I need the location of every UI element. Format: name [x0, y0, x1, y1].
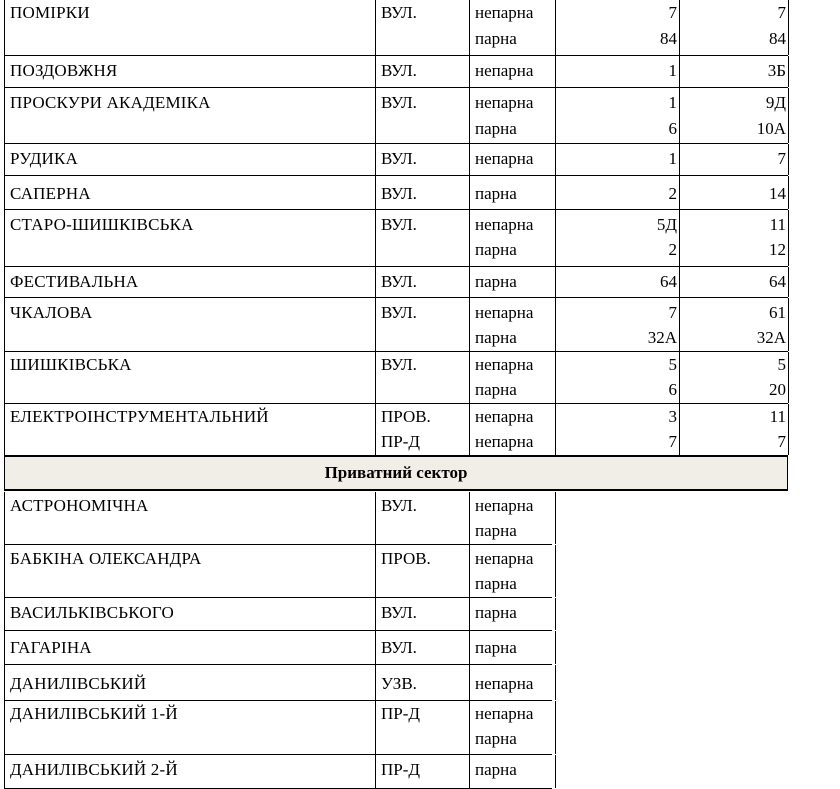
private-table-row	[4, 545, 552, 598]
table-row	[4, 404, 788, 457]
house-from-cell	[555, 210, 680, 266]
street-name-text: ПОМІРКИ	[10, 3, 90, 22]
parity-cell	[469, 267, 556, 297]
house-from-text: 84	[660, 29, 677, 48]
house-from-text: 7	[668, 432, 677, 451]
private-table-row	[4, 598, 552, 631]
street-type-text: ПРОВ.	[381, 549, 431, 568]
street-type-cell	[375, 298, 469, 351]
parity-text: парна	[475, 638, 517, 657]
house-from-text: 64	[660, 272, 677, 291]
street-type-text: УЗВ.	[381, 674, 417, 693]
table-row	[4, 56, 788, 88]
street-name-text: ДАНИЛІВСЬКИЙ	[10, 674, 147, 693]
street-name-cell	[4, 598, 375, 630]
table-row	[4, 210, 788, 267]
house-from-text: 2	[668, 184, 677, 203]
street-type-text: ВУЛ.	[381, 272, 417, 291]
house-from-text: 5	[668, 355, 677, 374]
parity-cell	[469, 631, 556, 664]
parity-text: парна	[475, 184, 517, 203]
street-name-cell	[4, 404, 375, 455]
parity-cell	[469, 404, 556, 455]
parity-text: парна	[475, 603, 517, 622]
house-to-text: 11	[769, 215, 786, 234]
parity-cell	[469, 88, 556, 143]
house-from-cell	[555, 176, 680, 209]
street-type-text: ВУЛ.	[381, 303, 417, 322]
parity-cell	[469, 598, 556, 630]
house-from-cell	[555, 144, 680, 175]
parity-text: непарна	[475, 61, 534, 80]
street-name-text: ГАГАРІНА	[10, 638, 92, 657]
house-from-cell	[555, 298, 680, 351]
house-from-text: 1	[668, 149, 677, 168]
house-to-cell	[680, 56, 789, 87]
parity-text: непарна	[475, 432, 534, 451]
table-row	[4, 352, 788, 404]
house-to-text: 7	[777, 432, 786, 451]
street-name-text: ВАСИЛЬКІВСЬКОГО	[10, 603, 174, 622]
house-from-text: 3	[668, 407, 677, 426]
house-to-cell	[680, 210, 789, 266]
street-name-cell	[4, 755, 375, 788]
house-to-cell	[680, 0, 789, 55]
house-from-cell	[555, 88, 680, 143]
street-name-text: ШИШКІВСЬКА	[10, 355, 132, 374]
parity-text: парна	[475, 760, 517, 779]
private-table-row	[4, 665, 552, 701]
house-from-text: 7	[668, 303, 677, 322]
house-from-cell	[555, 404, 680, 455]
table-row	[4, 0, 788, 56]
street-type-cell	[375, 176, 469, 209]
house-to-text: 61	[769, 303, 786, 322]
parity-text: непарна	[475, 303, 534, 322]
house-from-text: 32А	[647, 328, 677, 347]
street-name-cell	[4, 144, 375, 175]
street-type-text: ВУЛ.	[381, 184, 417, 203]
house-from-text: 1	[668, 93, 677, 112]
street-type-text: ВУЛ.	[381, 638, 417, 657]
street-name-text: РУДИКА	[10, 149, 79, 168]
parity-text: непарна	[475, 93, 534, 112]
street-type-text: ПРОВ.	[381, 407, 431, 426]
parity-text: парна	[475, 521, 517, 540]
parity-text: парна	[475, 729, 517, 748]
street-type-text: ВУЛ.	[381, 93, 417, 112]
parity-text: непарна	[475, 3, 534, 22]
house-to-cell	[680, 267, 789, 297]
house-to-cell	[680, 88, 789, 143]
street-type-text: ПР-Д	[381, 704, 420, 723]
house-from-text: 5Д	[656, 215, 677, 234]
house-to-text: 84	[769, 29, 786, 48]
house-from-text: 2	[668, 240, 677, 259]
street-name-text: БАБКІНА ОЛЕКСАНДРА	[10, 549, 202, 568]
street-name-text: ЕЛЕКТРОІНСТРУМЕНТАЛЬНИЙ	[10, 407, 269, 426]
parity-text: непарна	[475, 407, 534, 426]
parity-text: парна	[475, 574, 517, 593]
street-name-cell	[4, 701, 375, 754]
parity-cell	[469, 210, 556, 266]
house-to-cell	[680, 352, 789, 403]
street-name-cell	[4, 492, 375, 544]
parity-cell	[469, 176, 556, 209]
parity-text: парна	[475, 328, 517, 347]
parity-text: непарна	[475, 674, 534, 693]
street-type-text: ВУЛ.	[381, 355, 417, 374]
house-to-text: 32А	[756, 328, 786, 347]
parity-text: парна	[475, 380, 517, 399]
house-to-text: 7	[777, 3, 786, 22]
house-to-text: 5	[777, 355, 786, 374]
parity-text: парна	[475, 240, 517, 259]
parity-text: парна	[475, 272, 517, 291]
street-name-cell	[4, 298, 375, 351]
street-type-cell	[375, 631, 469, 664]
house-from-cell	[555, 56, 680, 87]
house-to-text: 20	[769, 380, 786, 399]
table-row	[4, 88, 788, 144]
street-name-cell	[4, 56, 375, 87]
house-to-cell	[680, 404, 789, 455]
street-type-cell	[375, 404, 469, 455]
street-name-text: СТАРО-ШИШКІВСЬКА	[10, 215, 194, 234]
street-name-cell	[4, 88, 375, 143]
street-name-text: ФЕСТИВАЛЬНА	[10, 272, 139, 291]
table-row	[4, 267, 788, 298]
house-from-text: 6	[668, 119, 677, 138]
street-type-cell	[375, 755, 469, 788]
house-to-cell	[680, 298, 789, 351]
street-type-text: ВУЛ.	[381, 61, 417, 80]
parity-text: непарна	[475, 149, 534, 168]
parity-text: непарна	[475, 549, 534, 568]
street-name-cell	[4, 352, 375, 403]
house-from-cell	[555, 0, 680, 55]
parity-text: непарна	[475, 355, 534, 374]
private-table-row	[4, 755, 552, 789]
house-to-text: 3Б	[767, 61, 786, 80]
street-name-text: САПЕРНА	[10, 184, 91, 203]
street-type-cell	[375, 144, 469, 175]
parity-cell	[469, 0, 556, 55]
parity-text: непарна	[475, 215, 534, 234]
parity-cell	[469, 352, 556, 403]
street-name-cell	[4, 545, 375, 597]
street-name-cell	[4, 210, 375, 266]
street-type-cell	[375, 598, 469, 630]
street-name-cell	[4, 631, 375, 664]
parity-cell	[469, 298, 556, 351]
house-from-text: 1	[668, 61, 677, 80]
house-from-text: 6	[668, 380, 677, 399]
street-type-cell	[375, 492, 469, 544]
street-type-text: ПР-Д	[381, 760, 420, 779]
house-to-cell	[680, 176, 789, 209]
house-from-cell	[555, 267, 680, 297]
street-type-cell	[375, 701, 469, 754]
street-type-cell	[375, 267, 469, 297]
table-row	[4, 298, 788, 352]
parity-cell	[469, 144, 556, 175]
house-to-cell	[680, 144, 789, 175]
parity-cell	[469, 665, 556, 700]
street-name-cell	[4, 665, 375, 700]
street-type-text: ВУЛ.	[381, 603, 417, 622]
street-name-text: ДАНИЛІВСЬКИЙ 2-Й	[10, 760, 178, 779]
house-to-text: 9Д	[765, 93, 786, 112]
parity-text: непарна	[475, 496, 534, 515]
house-to-text: 64	[769, 272, 786, 291]
parity-text: непарна	[475, 704, 534, 723]
street-name-text: ПРОСКУРИ АКАДЕМІКА	[10, 93, 211, 112]
private-table-row	[4, 701, 552, 755]
parity-cell	[469, 56, 556, 87]
street-type-text: ПР-Д	[381, 432, 420, 451]
street-type-cell	[375, 56, 469, 87]
street-name-text: ПОЗДОВЖНЯ	[10, 61, 118, 80]
street-type-cell	[375, 352, 469, 403]
house-to-text: 11	[769, 407, 786, 426]
street-name-text: ЧКАЛОВА	[10, 303, 93, 322]
street-type-text: ВУЛ.	[381, 215, 417, 234]
parity-text: парна	[475, 119, 517, 138]
street-type-cell	[375, 545, 469, 597]
street-type-cell	[375, 0, 469, 55]
table-row	[4, 144, 788, 176]
table-row	[4, 176, 788, 210]
street-name-cell	[4, 267, 375, 297]
parity-cell	[469, 545, 556, 597]
street-type-cell	[375, 88, 469, 143]
street-name-cell	[4, 0, 375, 55]
street-name-cell	[4, 176, 375, 209]
street-type-text: ВУЛ.	[381, 3, 417, 22]
parity-cell	[469, 701, 556, 754]
street-type-cell	[375, 665, 469, 700]
private-table-row	[4, 631, 552, 665]
house-to-text: 7	[777, 149, 786, 168]
house-from-text: 7	[668, 3, 677, 22]
house-to-text: 10А	[756, 119, 786, 138]
parity-cell	[469, 755, 556, 788]
street-type-text: ВУЛ.	[381, 496, 417, 515]
sector-header: Приватний сектор	[4, 455, 788, 491]
street-name-text: ДАНИЛІВСЬКИЙ 1-Й	[10, 704, 178, 723]
street-type-cell	[375, 210, 469, 266]
house-to-text: 14	[769, 184, 786, 203]
street-type-text: ВУЛ.	[381, 149, 417, 168]
house-from-cell	[555, 352, 680, 403]
house-to-text: 12	[769, 240, 786, 259]
parity-text: парна	[475, 29, 517, 48]
private-table-row	[4, 492, 552, 545]
parity-cell	[469, 492, 556, 544]
street-name-text: АСТРОНОМІЧНА	[10, 496, 149, 515]
